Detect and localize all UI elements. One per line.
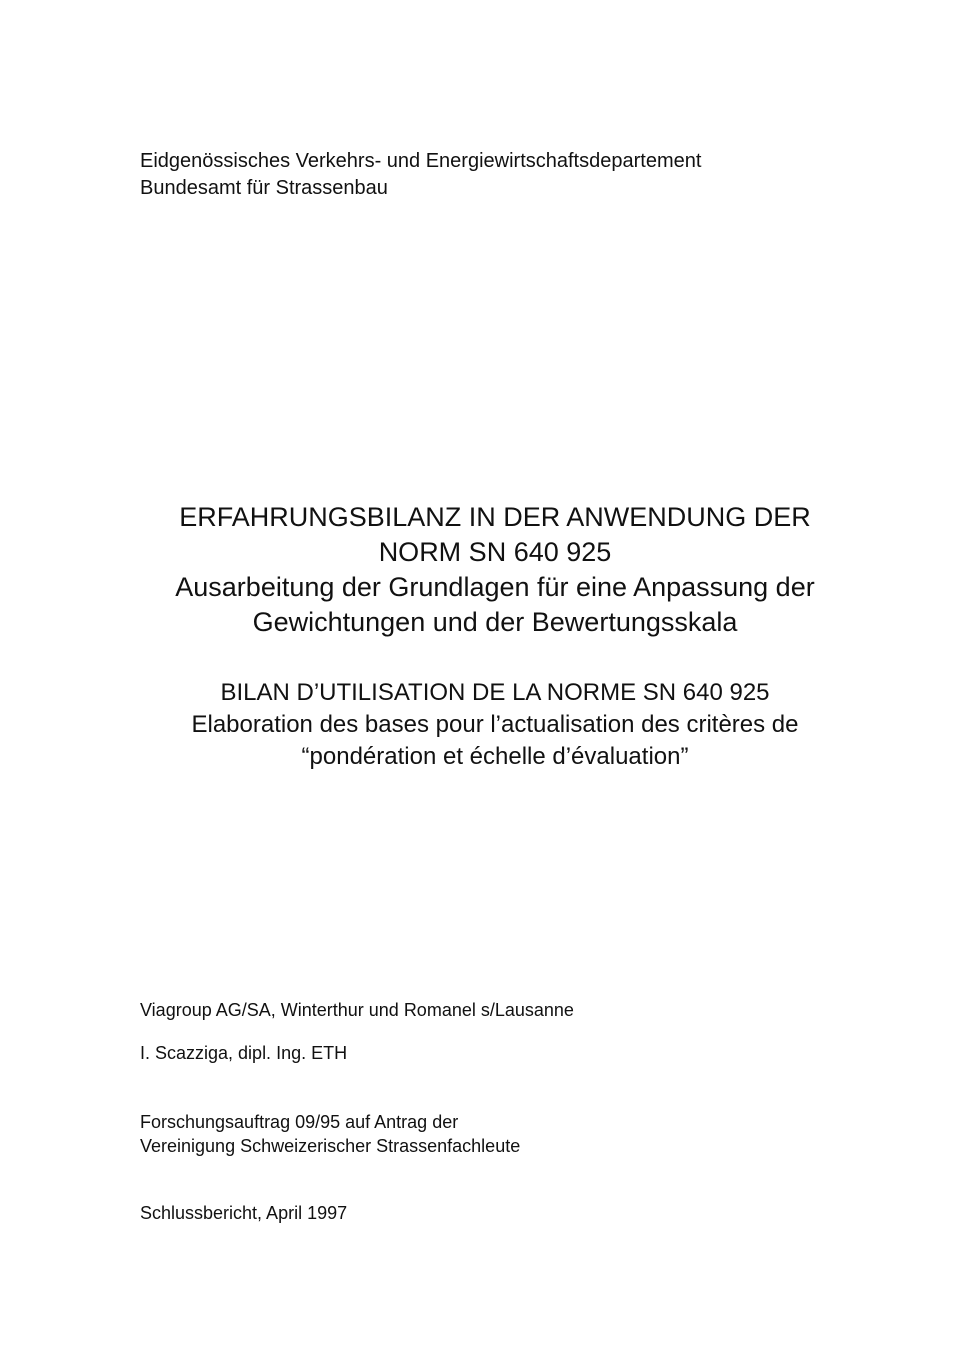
french-subtitle-line-2: “pondération et échelle d’évaluation” — [301, 743, 689, 770]
german-title-line-1: ERFAHRUNGSBILANZ IN DER ANWENDUNG DER — [179, 502, 811, 532]
author-line — [140, 1041, 900, 1065]
german-subtitle-line-1: Ausarbeitung der Grundlagen für eine Anpassung der — [175, 572, 815, 602]
research-line-1: Forschungsauftrag 09/95 auf Antrag der — [140, 1112, 459, 1132]
issuer-header — [140, 148, 900, 202]
research-line-2: Vereinigung Schweizerischer Strassenfachleute — [140, 1136, 521, 1156]
french-title-line-1: BILAN D’UTILISATION DE LA NORME SN 640 925 — [220, 679, 770, 706]
german-title-block — [60, 500, 930, 640]
company-text: Viagroup AG/SA, Winterthur und Romanel s/Lausanne — [140, 1000, 574, 1020]
department-name: Eidgenössisches Verkehrs- und Energiewirtschaftsdepartement — [140, 150, 702, 172]
french-title-block — [60, 677, 930, 773]
french-subtitle-line-1: Elaboration des bases pour l’actualisation des critères de — [191, 711, 799, 738]
company-line — [140, 998, 900, 1022]
report-date-line — [140, 1201, 900, 1225]
research-mandate — [140, 1110, 900, 1158]
german-title-line-2: NORM SN 640 925 — [378, 537, 612, 567]
german-subtitle-line-2: Gewichtungen und der Bewertungsskala — [252, 607, 738, 637]
report-date-text: Schlussbericht, April 1997 — [140, 1203, 348, 1223]
author-text: I. Scazziga, dipl. Ing. ETH — [140, 1043, 348, 1063]
office-name: Bundesamt für Strassenbau — [140, 177, 388, 199]
